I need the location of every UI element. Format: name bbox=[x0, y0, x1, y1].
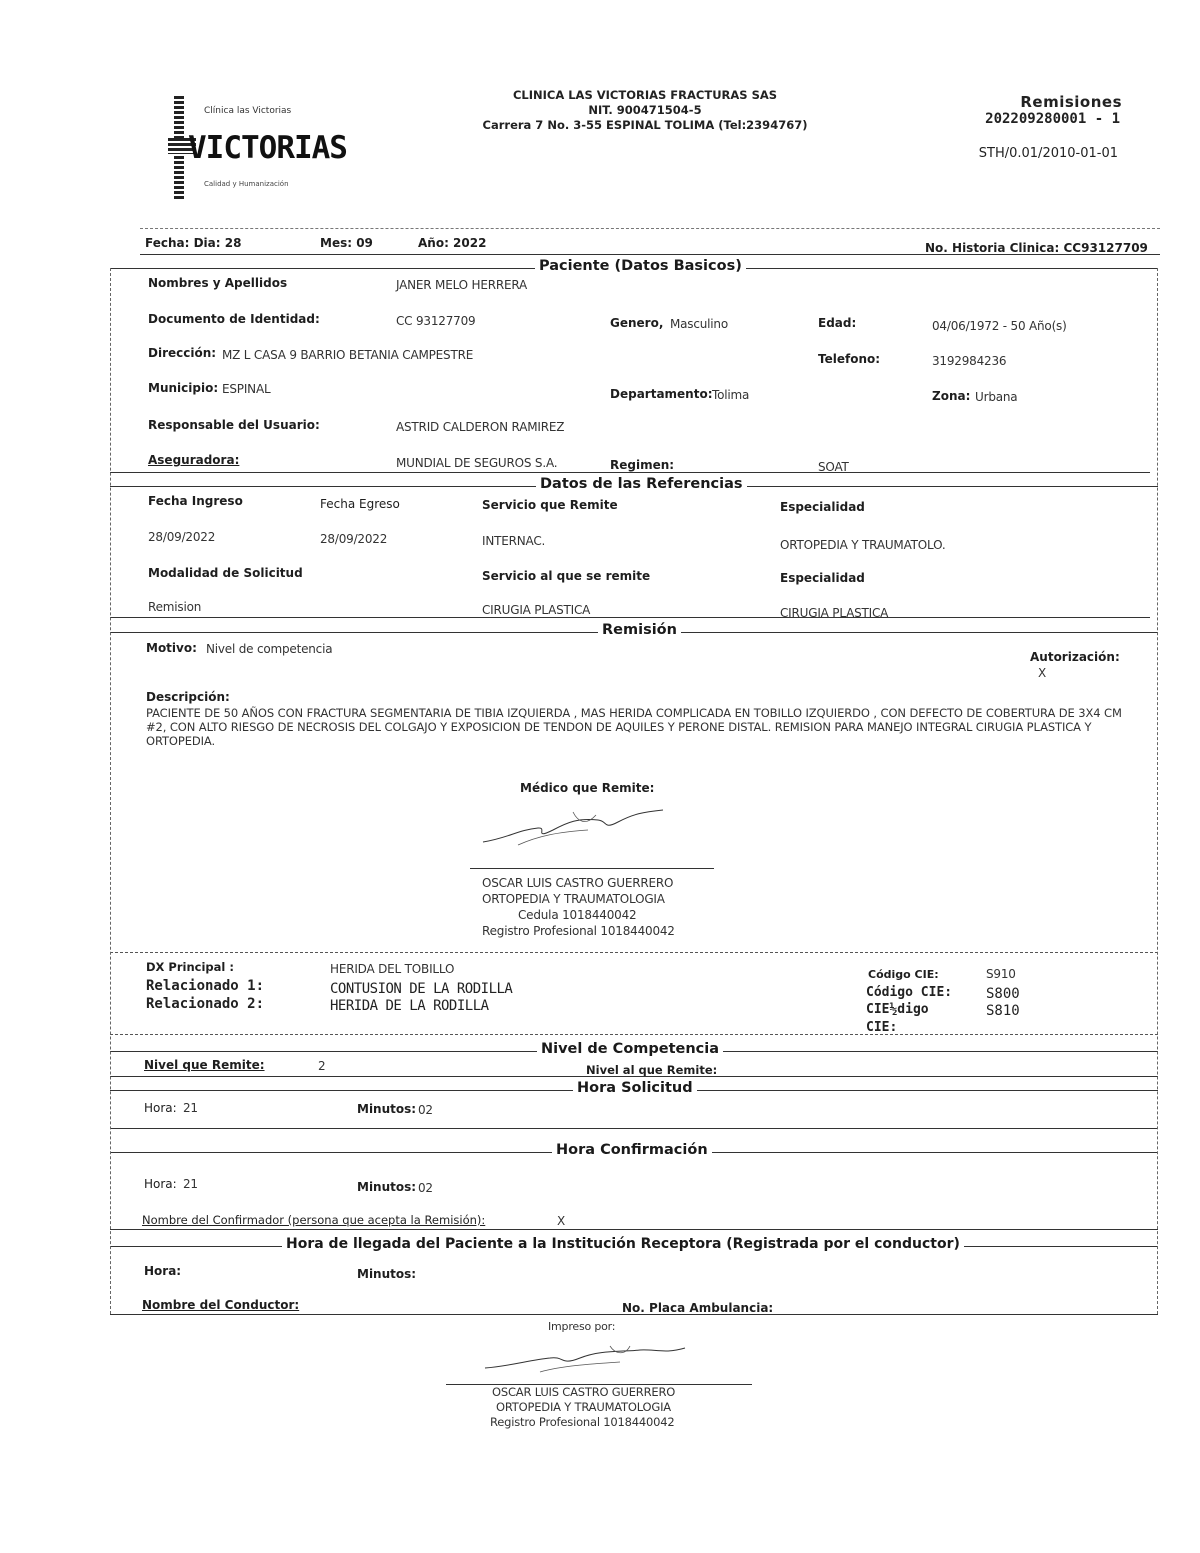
autorizacion-value: X bbox=[1038, 666, 1047, 680]
placa-label: No. Placa Ambulancia: bbox=[622, 1301, 774, 1315]
signature-medico bbox=[478, 800, 688, 855]
impreso-name: OSCAR LUIS CASTRO GUERRERO bbox=[492, 1385, 676, 1399]
autorizacion-label: Autorización: bbox=[1030, 650, 1120, 664]
responsable-value: ASTRID CALDERON RAMIREZ bbox=[396, 420, 565, 434]
documento-label: Documento de Identidad: bbox=[148, 312, 320, 326]
especialidad2-label: Especialidad bbox=[780, 571, 865, 585]
hs-minutos-label: Minutos: bbox=[357, 1102, 417, 1116]
nivel-remite-label: Nivel que Remite: bbox=[144, 1058, 265, 1072]
logo-text: VICTORIAS bbox=[188, 130, 347, 166]
regimen-label: Regimen: bbox=[610, 458, 675, 472]
logo-small-text: Clínica las Victorias bbox=[204, 106, 292, 116]
section-paciente: Paciente (Datos Basicos) bbox=[535, 258, 746, 274]
direccion-label: Dirección: bbox=[148, 346, 217, 360]
modalidad-value: Remision bbox=[148, 600, 202, 614]
hs-hora-value: 21 bbox=[183, 1101, 198, 1115]
medico-cedula: Cedula 1018440042 bbox=[518, 908, 637, 922]
nivel-remite-value: 2 bbox=[318, 1059, 326, 1073]
motivo-value: Nivel de competencia bbox=[206, 642, 333, 656]
impreso-label: Impreso por: bbox=[548, 1320, 616, 1333]
medico-name: OSCAR LUIS CASTRO GUERRERO bbox=[482, 876, 674, 890]
hc-minutos-label: Minutos: bbox=[357, 1180, 417, 1194]
fecha-anio: Año: 2022 bbox=[418, 236, 487, 250]
genero-label: Genero, bbox=[610, 316, 664, 330]
especialidad-value: ORTOPEDIA Y TRAUMATOLO. bbox=[780, 538, 946, 552]
clinic-address: Carrera 7 No. 3-55 ESPINAL TOLIMA (Tel:2394767) bbox=[482, 118, 808, 132]
confirmador-label: Nombre del Confirmador (persona que acepta la Remisión): bbox=[142, 1213, 486, 1227]
hs-hora-label: Hora: bbox=[144, 1101, 177, 1115]
section-competencia: Nivel de Competencia bbox=[537, 1041, 723, 1057]
nivel-al-label: Nivel al que Remite: bbox=[586, 1063, 718, 1077]
cie1-label: Código CIE: bbox=[868, 968, 939, 981]
fecha-egreso-label: Fecha Egreso bbox=[320, 497, 400, 511]
nombres-label: Nombres y Apellidos bbox=[148, 276, 288, 290]
direccion-value: MZ L CASA 9 BARRIO BETANIA CAMPESTRE bbox=[222, 348, 474, 362]
servicio-remite-value: INTERNAC. bbox=[482, 534, 546, 548]
cie4-label: CIE: bbox=[866, 1020, 898, 1035]
confirmador-value: X bbox=[557, 1214, 566, 1228]
dx-principal-label: DX Principal : bbox=[146, 960, 234, 974]
telefono-label: Telefono: bbox=[818, 352, 881, 366]
telefono-value: 3192984236 bbox=[932, 354, 1007, 368]
dx-principal-value: HERIDA DEL TOBILLO bbox=[330, 962, 455, 976]
impreso-specialty: ORTOPEDIA Y TRAUMATOLOGIA bbox=[496, 1400, 671, 1414]
especialidad2-value: CIRUGIA PLASTICA bbox=[780, 606, 889, 620]
hs-minutos-value: 02 bbox=[418, 1103, 433, 1117]
edad-label: Edad: bbox=[818, 316, 857, 330]
conductor-label: Nombre del Conductor: bbox=[142, 1298, 300, 1312]
zona-label: Zona: bbox=[932, 389, 971, 403]
zona-value: Urbana bbox=[975, 390, 1018, 404]
rel2-value: HERIDA DE LA RODILLA bbox=[330, 998, 489, 1014]
regimen-value: SOAT bbox=[818, 460, 849, 474]
nombres-value: JANER MELO HERRERA bbox=[396, 278, 528, 292]
fecha-ingreso-value: 28/09/2022 bbox=[148, 530, 216, 544]
municipio-label: Municipio: bbox=[148, 381, 219, 395]
fecha-mes: Mes: 09 bbox=[320, 236, 373, 250]
fecha-egreso-value: 28/09/2022 bbox=[320, 532, 388, 546]
descripcion-label: Descripción: bbox=[146, 690, 230, 704]
cie2-label: Código CIE: bbox=[866, 985, 953, 1000]
signature-impreso bbox=[480, 1338, 710, 1383]
edad-value: 04/06/1972 - 50 Año(s) bbox=[932, 319, 1067, 333]
clinic-nit: NIT. 900471504-5 bbox=[588, 103, 702, 117]
ll-minutos-label: Minutos: bbox=[357, 1267, 417, 1281]
aseguradora-value: MUNDIAL DE SEGUROS S.A. bbox=[396, 456, 558, 470]
cie3-label: CIE½digo bbox=[866, 1002, 929, 1017]
modalidad-label: Modalidad de Solicitud bbox=[148, 566, 303, 580]
fecha-ingreso-label: Fecha Ingreso bbox=[148, 494, 243, 508]
section-llegada: Hora de llegada del Paciente a la Institución Receptora (Registrada por el conductor) bbox=[282, 1236, 964, 1252]
section-remision: Remisión bbox=[598, 622, 681, 638]
impreso-registro: Registro Profesional 1018440042 bbox=[490, 1415, 675, 1429]
servicio-al-value: CIRUGIA PLASTICA bbox=[482, 603, 591, 617]
responsable-label: Responsable del Usuario: bbox=[148, 418, 320, 432]
logo-tagline: Calidad y Humanización bbox=[204, 180, 289, 188]
servicio-al-label: Servicio al que se remite bbox=[482, 569, 651, 583]
doc-number: 202209280001 - 1 bbox=[985, 111, 1120, 127]
medico-registro: Registro Profesional 1018440042 bbox=[482, 924, 675, 938]
cie3-value: S810 bbox=[986, 1003, 1020, 1019]
departamento-label: Departamento: bbox=[610, 387, 713, 401]
medico-specialty: ORTOPEDIA Y TRAUMATOLOGIA bbox=[482, 892, 665, 906]
rel1-label: Relacionado 1: bbox=[146, 978, 265, 994]
clinic-logo bbox=[168, 96, 347, 206]
hc-hora-value: 21 bbox=[183, 1177, 198, 1191]
descripcion-value: PACIENTE DE 50 AÑOS CON FRACTURA SEGMENTARIA DE TIBIA IZQUIERDA , MAS HERIDA COMPLICADA EN TOBILLO IZQUIERDO , CON DEFECTO DE COBERTURA DE 3X4 CM #2, CON ALTO RIESGO DE NECROSIS DEL COLGAJO Y EXPOSICION DE TENDON DE AQUILES Y PERONE DISTAL. REMISION PARA MANEJO INTEGRAL CIRUGIA PLASTICA Y ORTOPEDIA. bbox=[146, 706, 1122, 748]
doc-type: Remisiones bbox=[1020, 93, 1122, 111]
genero-value: Masculino bbox=[670, 317, 728, 331]
ll-hora-label: Hora: bbox=[144, 1264, 182, 1278]
cie1-value: S910 bbox=[986, 967, 1016, 981]
aseguradora-label: Aseguradora: bbox=[148, 453, 240, 467]
section-referencias: Datos de las Referencias bbox=[536, 476, 747, 492]
fecha-dia: Fecha: Dia: 28 bbox=[145, 236, 242, 250]
hc-minutos-value: 02 bbox=[418, 1181, 433, 1195]
servicio-remite-label: Servicio que Remite bbox=[482, 498, 618, 512]
historia-clinica: No. Historia Clinica: CC93127709 bbox=[925, 241, 1148, 255]
municipio-value: ESPINAL bbox=[222, 382, 271, 396]
especialidad-label: Especialidad bbox=[780, 500, 865, 514]
clinic-name: CLINICA LAS VICTORIAS FRACTURAS SAS bbox=[512, 88, 778, 102]
cie2-value: S800 bbox=[986, 986, 1020, 1002]
medico-label: Médico que Remite: bbox=[520, 781, 655, 795]
section-hora-confirmacion: Hora Confirmación bbox=[552, 1142, 712, 1158]
documento-value: CC 93127709 bbox=[396, 314, 476, 328]
section-hora-solicitud: Hora Solicitud bbox=[573, 1080, 697, 1096]
rel1-value: CONTUSION DE LA RODILLA bbox=[330, 981, 513, 997]
departamento-value: Tolima bbox=[712, 388, 750, 402]
doc-code: STH/0.01/2010-01-01 bbox=[978, 146, 1118, 161]
hc-hora-label: Hora: bbox=[144, 1177, 177, 1191]
rel2-label: Relacionado 2: bbox=[146, 996, 265, 1012]
motivo-label: Motivo: bbox=[146, 641, 197, 655]
